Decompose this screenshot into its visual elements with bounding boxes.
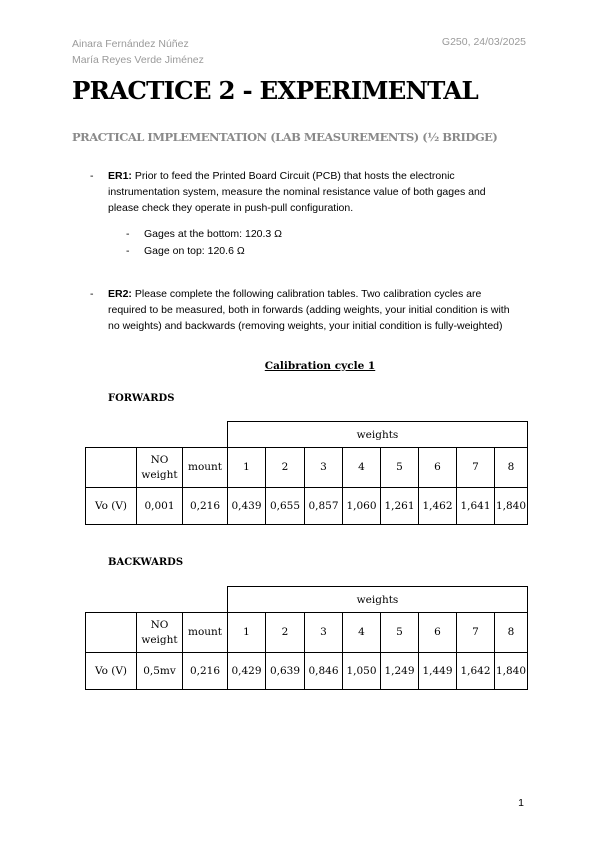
er2-label: ER2: (108, 288, 132, 300)
er1-label: ER1: (108, 170, 132, 182)
er2-body: Please complete the following calibration tables. Two calibration cycles are required to be measured, both in forwards (adding weights, your initial condition is with no weights) and backwards (removing weights, your initial condition is fully-weighted) (108, 288, 510, 332)
table-group-row (86, 587, 528, 613)
row-label: Vo (V) (86, 653, 137, 690)
header-group-date: G250, 24/03/2025 (441, 36, 526, 48)
table-cell: 1,642 (457, 653, 495, 690)
er1-item-top: Gage on top: 120.6 Ω (144, 245, 245, 257)
column-header: 5 (381, 448, 419, 488)
table-cell: 0,216 (183, 488, 228, 525)
forwards-table (85, 421, 528, 525)
table-cell: 0,655 (266, 488, 305, 525)
corner-cell (86, 448, 137, 488)
er1-text (108, 168, 513, 216)
column-header: 7 (457, 448, 495, 488)
column-header: 2 (266, 448, 305, 488)
table-cell: 0,846 (305, 653, 343, 690)
table-group-row (86, 422, 528, 448)
column-header: 6 (419, 613, 457, 653)
column-header: mount (183, 613, 228, 653)
table-header-row (86, 448, 528, 488)
row-label: Vo (V) (86, 488, 137, 525)
table-cell: 1,840 (495, 653, 528, 690)
column-header: 3 (305, 613, 343, 653)
table-cell: 0,429 (228, 653, 266, 690)
table-cell: 0,5mv (137, 653, 183, 690)
column-header: NO weight (137, 613, 183, 653)
column-header: 7 (457, 613, 495, 653)
page-title: PRACTICE 2 - EXPERIMENTAL (72, 76, 478, 105)
table-cell: 1,462 (419, 488, 457, 525)
table-cell: 1,050 (343, 653, 381, 690)
table-cell: 0,216 (183, 653, 228, 690)
backwards-heading: BACKWARDS (108, 557, 184, 568)
column-header: 4 (343, 613, 381, 653)
table-cell: 0,439 (228, 488, 266, 525)
group-header: weights (228, 422, 528, 448)
column-header: 3 (305, 448, 343, 488)
table-cell: 0,857 (305, 488, 343, 525)
corner-cell (86, 613, 137, 653)
table-cell: 0,639 (266, 653, 305, 690)
backwards-table (85, 586, 528, 690)
column-header: 8 (495, 613, 528, 653)
column-header: 1 (228, 613, 266, 653)
table-cell: 1,261 (381, 488, 419, 525)
column-header: 8 (495, 448, 528, 488)
table-cell: 1,249 (381, 653, 419, 690)
header-authors (72, 36, 204, 68)
forwards-heading: FORWARDS (108, 393, 175, 404)
column-header: 6 (419, 448, 457, 488)
er2-text (108, 286, 513, 334)
column-header: NO weight (137, 448, 183, 488)
bullet-dash: - (90, 288, 94, 300)
table-cell: 1,840 (495, 488, 528, 525)
er1-item-bottom: Gages at the bottom: 120.3 Ω (144, 228, 283, 240)
column-header: 2 (266, 613, 305, 653)
table-cell: 1,449 (419, 653, 457, 690)
column-header: 4 (343, 448, 381, 488)
calibration-caption: Calibration cycle 1 (264, 360, 376, 372)
author-1: Ainara Fernández Núñez (72, 38, 189, 50)
table-row (86, 488, 528, 525)
column-header: 5 (381, 613, 419, 653)
table-header-row (86, 613, 528, 653)
bullet-dash: - (90, 170, 94, 182)
table-row (86, 653, 528, 690)
table-cell: 1,060 (343, 488, 381, 525)
table-cell: 1,641 (457, 488, 495, 525)
author-2: María Reyes Verde Jiménez (72, 54, 204, 66)
table-cell: 0,001 (137, 488, 183, 525)
section-subtitle: PRACTICAL IMPLEMENTATION (LAB MEASUREMENTS) (½ BRIDGE) (72, 130, 498, 144)
column-header: mount (183, 448, 228, 488)
group-header: weights (228, 587, 528, 613)
er1-body: Prior to feed the Printed Board Circuit (PCB) that hosts the electronic instrumentation system, measure the nominal resistance value of both gages and please check they operate in push-pull configuration. (108, 170, 486, 214)
column-header: 1 (228, 448, 266, 488)
page-number: 1 (518, 797, 524, 809)
